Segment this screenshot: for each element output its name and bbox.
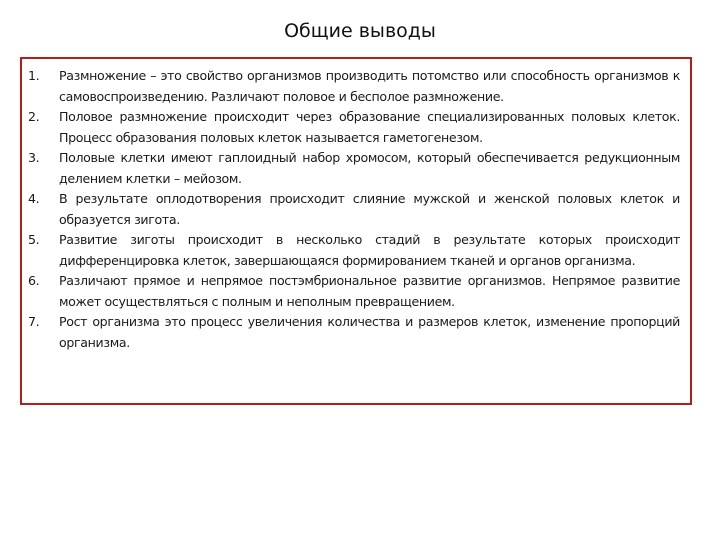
item-number: 7. — [28, 314, 40, 329]
page-title: Общие выводы — [284, 20, 436, 42]
item-text: Размножение – это свойство организмов производить потомство или способность организмов к самовоспроизведению. Различают половое и бесполое размножение. — [59, 68, 680, 104]
conclusions-list — [28, 66, 680, 353]
item-text: Различают прямое и непрямое постэмбриональное развитие организмов. Непрямое развитие может осуществляться с полным и неполным превращением. — [59, 273, 680, 309]
list-item — [28, 148, 680, 189]
item-text: Рост организма это процесс увеличения количества и размеров клеток, изменение пропорций организма. — [59, 314, 680, 350]
list-item — [28, 66, 680, 107]
item-number: 1. — [28, 68, 40, 83]
item-text: Развитие зиготы происходит в несколько стадий в результате которых происходит дифференцировка клеток, завершающаяся формированием тканей и органов организма. — [59, 232, 680, 268]
item-number: 5. — [28, 232, 40, 247]
list-item — [28, 107, 680, 148]
item-text: Половое размножение происходит через образование специализированных половых клеток. Процесс образования половых клеток называется гаметогенезом. — [59, 109, 680, 145]
list-item — [28, 189, 680, 230]
item-text: Половые клетки имеют гаплоидный набор хромосом, который обеспечивается редукционным делением клетки – мейозом. — [59, 150, 680, 186]
list-item — [28, 312, 680, 353]
item-text: В результате оплодотворения происходит слияние мужской и женской половых клеток и образуется зигота. — [59, 191, 680, 227]
list-item — [28, 271, 680, 312]
item-number: 4. — [28, 191, 40, 206]
conclusions-box — [20, 57, 692, 405]
item-number: 6. — [28, 273, 40, 288]
item-number: 3. — [28, 150, 40, 165]
item-number: 2. — [28, 109, 40, 124]
list-item — [28, 230, 680, 271]
